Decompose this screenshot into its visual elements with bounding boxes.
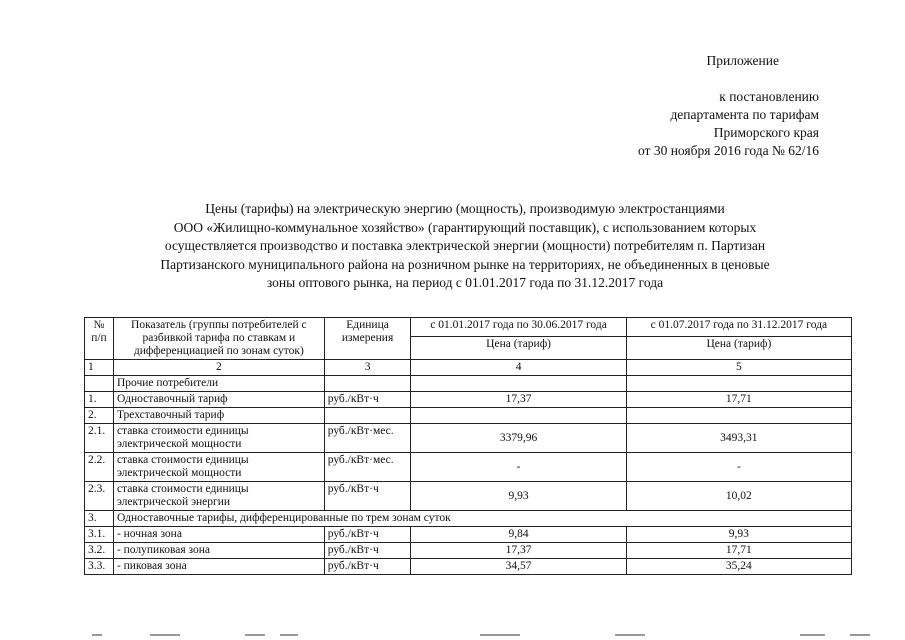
row-price-period-1: 9,93 [411,482,626,511]
row-price-period-1: 17,37 [411,543,626,559]
row-price-period-2: 35,24 [626,559,851,575]
table-row [85,482,852,511]
table-header-row [85,318,852,337]
table-row [85,511,852,527]
heading-line: осуществляется производство и поставка электрической энергии (мощности) потребителям п. Партизан [164,238,766,253]
appendix-line: Приморского края [713,125,819,140]
appendix-line: к постановлению [719,89,819,104]
colnum-cell: 4 [411,360,626,376]
heading-line: Партизанского муниципального района на розничном рынке на территориях, не объединенных в ценовые [160,256,770,272]
row-unit: руб./кВт·ч [324,543,411,559]
header-period-1: с 01.01.2017 года по 30.06.2017 года [411,318,626,337]
row-number: 2.2. [85,453,114,482]
document-heading [120,200,810,293]
table-row [85,559,852,575]
row-indicator: Трехставочный тариф [113,408,324,424]
row-indicator: - ночная зона [113,527,324,543]
row-price-period-2: 17,71 [626,543,851,559]
row-price-period-2: 9,93 [626,527,851,543]
row-price-period-2: 3493,31 [626,424,851,453]
table-row [85,408,852,424]
colnum-cell: 5 [626,360,851,376]
header-price-2: Цена (тариф) [626,337,851,360]
row-price-period-1: 3379,96 [411,424,626,453]
appendix-block [559,52,819,160]
colnum-cell: 3 [324,360,411,376]
row-price-period-2 [626,376,851,392]
row-number: 3.1. [85,527,114,543]
scan-bottom-marks [0,632,905,640]
appendix-line: департамента по тарифам [670,107,819,122]
table-row [85,376,852,392]
tariff-table [84,317,852,575]
row-unit: руб./кВт·ч [324,392,411,408]
row-number: 3.3. [85,559,114,575]
row-number: 2. [85,408,114,424]
row-price-period-1: 34,57 [411,559,626,575]
heading-line: Цены (тарифы) на электрическую энергию (мощность), производимую электростанциями [205,201,725,216]
row-unit [324,408,411,424]
row-number: 2.1. [85,424,114,453]
row-price-period-2: - [626,453,851,482]
row-price-period-1 [411,376,626,392]
row-indicator: Одноставочный тариф [113,392,324,408]
table-row [85,392,852,408]
row-indicator: ставка стоимости единицы электрической мощности [113,453,324,482]
row-number: 3. [85,511,114,527]
row-indicator: - пиковая зона [113,559,324,575]
row-unit [324,376,411,392]
column-number-row [85,360,852,376]
colnum-cell: 2 [113,360,324,376]
row-indicator: ставка стоимости единицы электрической энергии [113,482,324,511]
row-unit: руб./кВт·мес. [324,453,411,482]
colnum-cell: 1 [85,360,114,376]
row-indicator: Одноставочные тарифы, дифференцированные по трем зонам суток [113,511,851,527]
table-row [85,527,852,543]
appendix-title: Приложение [706,53,779,68]
header-period-2: с 01.07.2017 года по 31.12.2017 года [626,318,851,337]
row-number: 2.3. [85,482,114,511]
header-unit: Единица измерения [324,318,411,360]
row-number [85,376,114,392]
row-number: 1. [85,392,114,408]
row-price-period-2: 10,02 [626,482,851,511]
row-unit: руб./кВт·ч [324,482,411,511]
header-price-1: Цена (тариф) [411,337,626,360]
row-unit: руб./кВт·ч [324,527,411,543]
row-price-period-1 [411,408,626,424]
row-indicator: ставка стоимости единицы электрической мощности [113,424,324,453]
appendix-line: от 30 ноября 2016 года № 62/16 [637,143,819,158]
heading-line: ООО «Жилищно-коммунальное хозяйство» (гарантирующий поставщик), с использованием которых [173,219,757,235]
row-price-period-1: 9,84 [411,527,626,543]
table-row [85,453,852,482]
row-unit: руб./кВт·мес. [324,424,411,453]
header-indicator: Показатель (группы потребителей с разбивкой тарифа по ставкам и дифференциацией по зонам суток) [113,318,324,360]
row-price-period-2: 17,71 [626,392,851,408]
row-unit: руб./кВт·ч [324,559,411,575]
table-row [85,543,852,559]
table-row [85,424,852,453]
header-num: № п/п [85,318,114,360]
row-indicator: - полупиковая зона [113,543,324,559]
row-indicator: Прочие потребители [113,376,324,392]
heading-line: зоны оптового рынка, на период с 01.01.2017 года по 31.12.2017 года [266,275,664,290]
row-price-period-1: - [411,453,626,482]
row-price-period-1: 17,37 [411,392,626,408]
row-number: 3.2. [85,543,114,559]
row-price-period-2 [626,408,851,424]
